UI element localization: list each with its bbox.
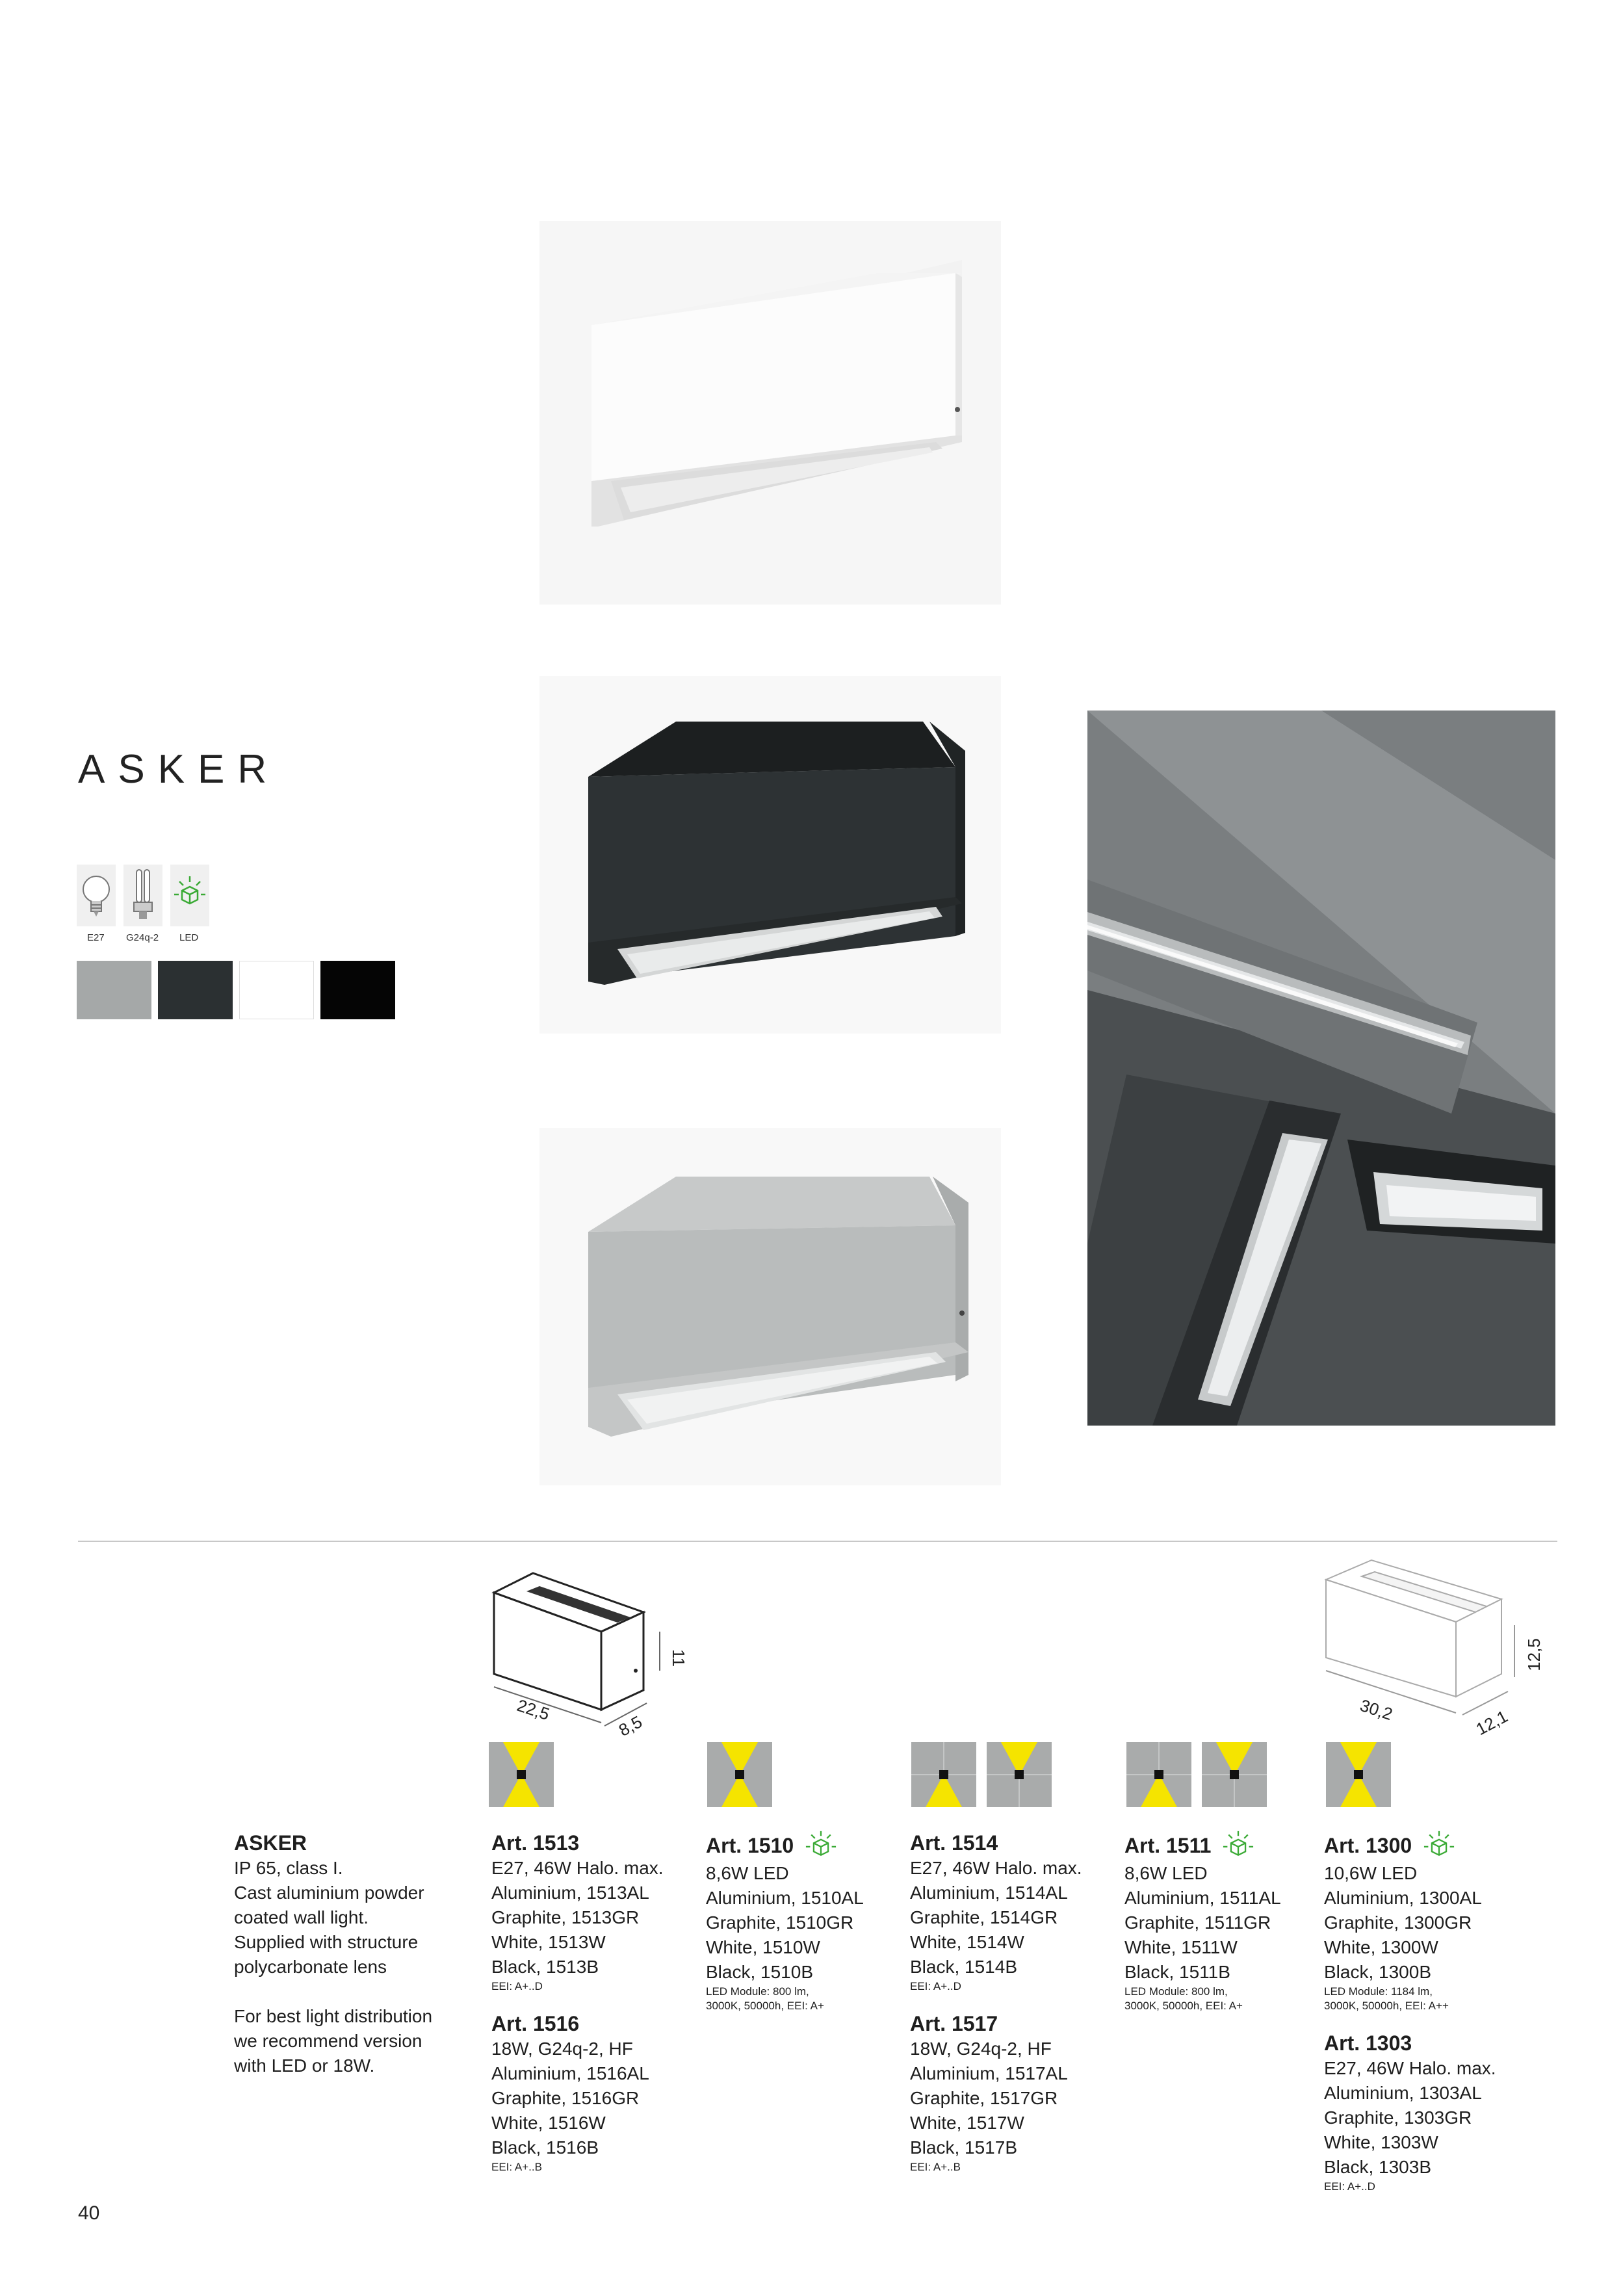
article-variant: Black, 1303B [1324, 2157, 1431, 2177]
dim-length-large: 30,2 [1357, 1695, 1396, 1725]
article-column-1513 [491, 1830, 699, 2174]
article-variant: White, 1303W [1324, 2132, 1438, 2152]
dim-height-large: 12,5 [1524, 1638, 1544, 1671]
article-variant: Graphite, 1517GR [910, 2088, 1058, 2108]
article-variant: Graphite, 1513GR [491, 1907, 640, 1927]
light-distribution-down-1511 [1126, 1742, 1191, 1810]
light-distribution-updown-1510 [707, 1742, 772, 1810]
dim-depth-small: 8,5 [615, 1712, 645, 1740]
description-note-line: with LED or 18W. [234, 2055, 375, 2076]
product-description [234, 1830, 468, 2078]
article-eei: EEI: A+..D [1324, 2180, 1375, 2193]
article-title-1510: Art. 1510 [706, 1834, 794, 1857]
article-variant: White, 1300W [1324, 1937, 1438, 1957]
article-variant: Graphite, 1511GR [1124, 1912, 1271, 1933]
swatch-graphite [158, 961, 233, 1019]
led-icon [1220, 1830, 1256, 1861]
article-variant: White, 1510W [706, 1937, 820, 1957]
article-variant: Aluminium, 1510AL [706, 1888, 864, 1908]
section-divider [78, 1541, 1557, 1542]
article-variant: Black, 1300B [1324, 1962, 1431, 1982]
dim-length-small: 22,5 [514, 1695, 552, 1725]
lamp-type-icons [77, 865, 209, 926]
description-line: coated wall light. [234, 1907, 369, 1927]
article-spec: 8,6W LED [706, 1863, 789, 1883]
light-distribution-down-1514 [911, 1742, 976, 1810]
article-module: LED Module: 800 lm, [706, 1985, 809, 1998]
article-variant: Black, 1517B [910, 2137, 1017, 2158]
article-spec: 10,6W LED [1324, 1863, 1418, 1883]
article-variant: Aluminium, 1303AL [1324, 2083, 1482, 2103]
e27-label: E27 [87, 932, 105, 943]
article-spec: E27, 46W Halo. max. [1324, 2058, 1496, 2078]
article-title-1300: Art. 1300 [1324, 1834, 1412, 1857]
article-variant: Black, 1510B [706, 1962, 813, 1982]
dim-height-small: 11 [669, 1649, 688, 1667]
article-variant: Black, 1513B [491, 1957, 599, 1977]
dimension-drawing-small [481, 1567, 702, 1742]
article-title-1303: Art. 1303 [1324, 2031, 1412, 2055]
article-variant: White, 1516W [491, 2113, 606, 2133]
article-column-1510 [706, 1830, 907, 2013]
description-line: IP 65, class I. [234, 1858, 343, 1878]
article-spec: 18W, G24q-2, HF [491, 2039, 633, 2059]
led-icon [170, 865, 209, 926]
article-title-1517: Art. 1517 [910, 2012, 998, 2035]
led-icon [1421, 1830, 1457, 1861]
light-distribution-up-1511 [1202, 1742, 1267, 1810]
article-module: LED Module: 1184 lm, [1324, 1985, 1433, 1998]
article-title-1514: Art. 1514 [910, 1831, 998, 1855]
page-number: 40 [78, 2202, 100, 2224]
article-eei: EEI: A+..B [491, 2161, 542, 2173]
article-variant: Aluminium, 1511AL [1124, 1888, 1281, 1908]
article-spec: E27, 46W Halo. max. [491, 1858, 664, 1878]
light-distribution-updown-1513 [489, 1742, 554, 1810]
light-distribution-up-1514 [987, 1742, 1052, 1810]
swatch-white [239, 961, 314, 1019]
article-module: 3000K, 50000h, EEI: A+ [1124, 2000, 1243, 2012]
light-distribution-updown-1300 [1326, 1742, 1391, 1810]
led-icon [803, 1830, 839, 1861]
g24q-lamp-icon [123, 865, 162, 926]
article-variant: Aluminium, 1516AL [491, 2063, 649, 2083]
product-photo-white [539, 221, 1001, 605]
led-label: LED [179, 932, 199, 943]
article-variant: Graphite, 1516GR [491, 2088, 640, 2108]
article-eei: EEI: A+..D [491, 1980, 543, 1992]
article-variant: Aluminium, 1514AL [910, 1883, 1068, 1903]
article-variant: Black, 1514B [910, 1957, 1017, 1977]
article-spec: 18W, G24q-2, HF [910, 2039, 1052, 2059]
article-eei: EEI: A+..D [910, 1980, 961, 1992]
product-photo-graphite [539, 676, 1001, 1034]
dim-depth-large: 12,1 [1472, 1706, 1511, 1740]
description-line: polycarbonate lens [234, 1957, 387, 1977]
article-title-1516: Art. 1516 [491, 2012, 580, 2035]
article-eei: EEI: A+..B [910, 2161, 961, 2173]
article-spec: 8,6W LED [1124, 1863, 1208, 1883]
e27-bulb-icon [77, 865, 116, 926]
article-variant: Aluminium, 1517AL [910, 2063, 1068, 2083]
article-variant: Graphite, 1514GR [910, 1907, 1058, 1927]
description-line: Cast aluminium powder [234, 1883, 424, 1903]
article-module: LED Module: 800 lm, [1124, 1985, 1228, 1998]
article-variant: White, 1517W [910, 2113, 1024, 2133]
article-variant: Aluminium, 1513AL [491, 1883, 649, 1903]
description-note-line: For best light distribution [234, 2006, 433, 2026]
article-variant: White, 1513W [491, 1932, 606, 1952]
g24q-label: G24q-2 [126, 932, 159, 943]
article-variant: White, 1511W [1124, 1937, 1238, 1957]
description-note-line: we recommend version [234, 2031, 422, 2051]
swatch-aluminium [77, 961, 151, 1019]
description-line: Supplied with structure [234, 1932, 419, 1952]
dimension-drawing-large [1313, 1547, 1553, 1742]
page-title: ASKER [78, 747, 280, 792]
swatch-black [320, 961, 395, 1019]
article-variant: Graphite, 1300GR [1324, 1912, 1472, 1933]
article-variant: Graphite, 1303GR [1324, 2107, 1472, 2128]
article-variant: Black, 1516B [491, 2137, 599, 2158]
article-column-1511 [1124, 1830, 1319, 2013]
article-variant: White, 1514W [910, 1932, 1024, 1952]
description-heading: ASKER [234, 1831, 307, 1855]
article-variant: Aluminium, 1300AL [1324, 1888, 1482, 1908]
article-column-1514 [910, 1830, 1118, 2174]
article-variant: Black, 1511B [1124, 1962, 1230, 1982]
article-spec: E27, 46W Halo. max. [910, 1858, 1082, 1878]
product-photo-aluminium [539, 1128, 1001, 1485]
article-title-1511: Art. 1511 [1124, 1834, 1212, 1857]
article-variant: Graphite, 1510GR [706, 1912, 854, 1933]
article-module: 3000K, 50000h, EEI: A+ [706, 2000, 824, 2012]
article-title-1513: Art. 1513 [491, 1831, 580, 1855]
ambient-photo [1087, 711, 1555, 1426]
colour-swatches [77, 961, 395, 1019]
article-column-1300 [1324, 1830, 1545, 2194]
article-module: 3000K, 50000h, EEI: A++ [1324, 2000, 1449, 2012]
